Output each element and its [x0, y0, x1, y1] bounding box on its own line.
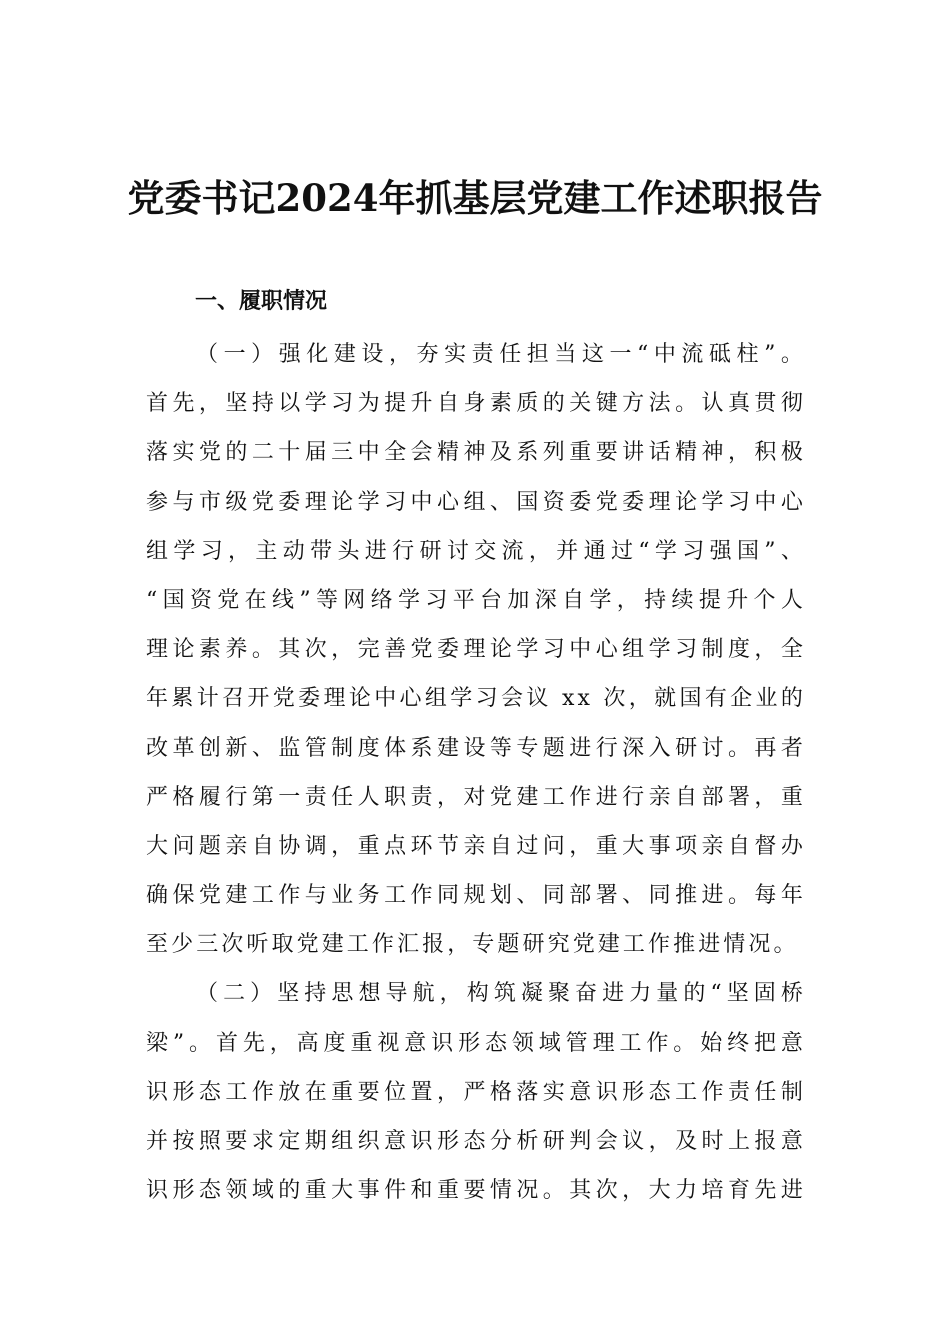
- text-line: 至少三次听取党建工作汇报，专题研究党建工作推进情况。: [146, 932, 799, 958]
- text-line: 落实党的二十届三中全会精神及系列重要讲话精神，积极: [146, 440, 806, 466]
- document-title: 党委书记2024年抓基层党建工作述职报告: [127, 176, 823, 220]
- text-line: （一）强化建设，夯实责任担当这一“中流砥柱”。: [196, 342, 806, 367]
- text-line: 大问题亲自协调，重点环节亲自过问，重大事项亲自督办: [146, 833, 806, 859]
- text-line: 识形态领域的重大事件和重要情况。其次，大力培育先进: [146, 1178, 806, 1204]
- section-heading: 一、履职情况: [195, 289, 328, 314]
- text-line: 并按照要求定期组织意识形态分析研判会议，及时上报意: [146, 1129, 806, 1154]
- text-line: 参与市级党委理论学习中心组、国资委党委理论学习中心: [146, 489, 806, 515]
- text-line: 年累计召开党委理论中心组学习会议 xx 次，就国有企业的: [146, 686, 806, 712]
- text-line: 确保党建工作与业务工作同规划、同部署、同推进。每年: [146, 883, 806, 909]
- text-line: 识形态工作放在重要位置，严格落实意识形态工作责任制: [146, 1079, 806, 1105]
- text-line: “国资党在线”等网络学习平台加深自学，持续提升个人: [146, 587, 806, 613]
- text-line: 严格履行第一责任人职责，对党建工作进行亲自部署，重: [146, 784, 806, 810]
- text-line: 理论素养。其次，完善党委理论学习中心组学习制度，全: [146, 637, 806, 663]
- text-line: 首先，坚持以学习为提升自身素质的关键方法。认真贯彻: [146, 391, 806, 417]
- body-text: [146, 330, 806, 1215]
- text-line: 梁”。首先，高度重视意识形态领域管理工作。始终把意: [146, 1030, 806, 1056]
- text-line: 组学习，主动带头进行研讨交流，并通过“学习强国”、: [146, 538, 806, 564]
- text-line: 改革创新、监管制度体系建设等专题进行深入研讨。再者: [146, 735, 806, 761]
- text-line: （二）坚持思想导航，构筑凝聚奋进力量的“坚固桥: [196, 981, 806, 1007]
